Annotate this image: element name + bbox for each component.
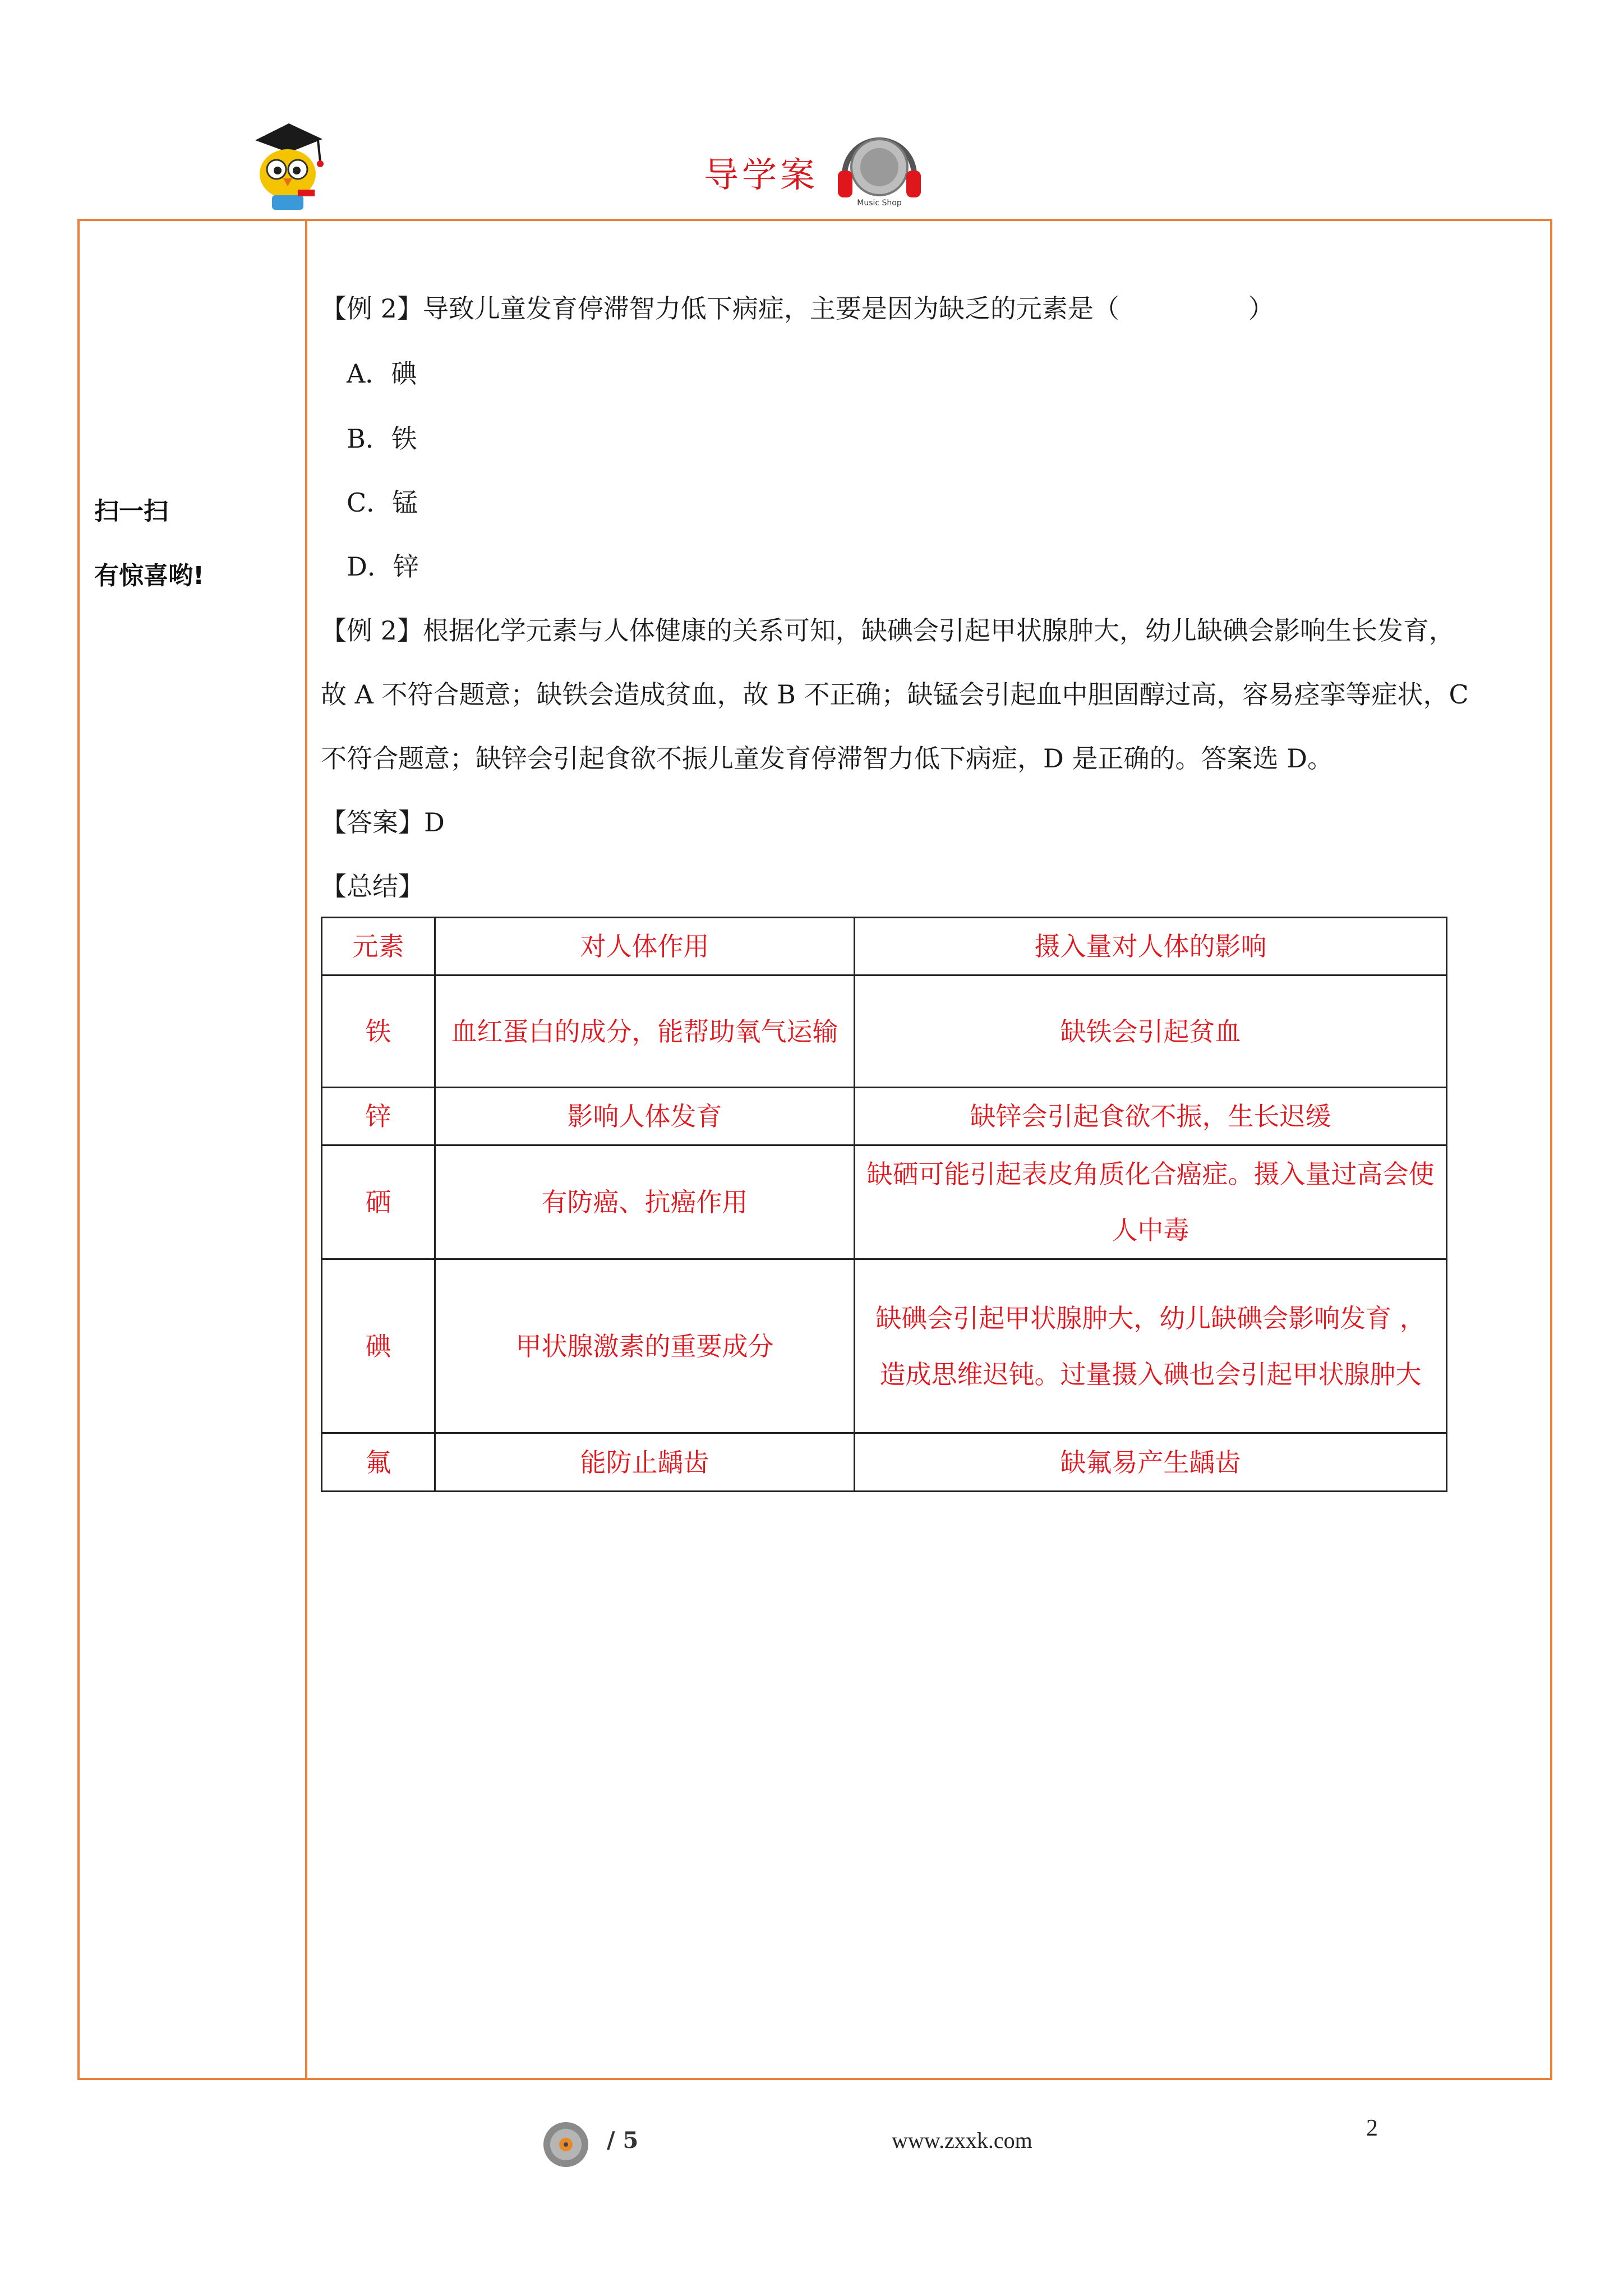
table-row (322, 1259, 1447, 1433)
effect-cell: 甲状腺激素的重要成分 (435, 1259, 855, 1433)
element-cell: 硒 (322, 1145, 435, 1259)
option-a: A．碘 (347, 358, 417, 389)
table-row (322, 1433, 1447, 1492)
frame-divider (305, 219, 307, 2080)
table-header-row (322, 918, 1447, 976)
effect-cell: 有防癌、抗癌作用 (435, 1145, 855, 1259)
answer-text: 【答案】D (321, 807, 445, 838)
analysis-line: 【例 2】根据化学元素与人体健康的关系可知，缺碘会引起甲状腺肿大，幼儿缺碘会影响生长发育， (321, 615, 1455, 646)
table-row (322, 976, 1447, 1088)
intake-cell: 缺锌会引起食欲不振，生长迟缓 (855, 1088, 1447, 1145)
intake-cell: 缺碘会引起甲状腺肿大，幼儿缺碘会影响发育 ，造成思维迟钝。过量摄入碘也会引起甲状腺肿大 (855, 1259, 1447, 1433)
summary-label: 【总结】 (321, 871, 424, 901)
owl-graduate-mascot-icon (244, 118, 328, 213)
option-b: B．铁 (347, 424, 417, 454)
option-c: C．锰 (347, 487, 418, 518)
element-cell: 锌 (322, 1088, 435, 1145)
summary-table (321, 917, 1447, 1492)
logo-text: Music Shop (857, 199, 902, 208)
effect-cell: 影响人体发育 (435, 1088, 855, 1145)
effect-cell: 能防止龋齿 (435, 1433, 855, 1492)
page-title: 导学案 (704, 154, 819, 195)
element-cell: 氟 (322, 1433, 435, 1492)
sidebar-surprise-text: 有惊喜哟! (94, 562, 205, 590)
music-shop-headphones-logo-icon (834, 119, 924, 214)
effect-cell: 血红蛋白的成分，能帮助氧气运输 (435, 976, 855, 1088)
page-total: / 5 (607, 2127, 639, 2154)
header-cell-effect: 对人体作用 (435, 918, 855, 976)
page-number: 2 (1366, 2115, 1378, 2141)
disc-icon (542, 2120, 590, 2169)
header-cell-intake: 摄入量对人体的影响 (855, 918, 1447, 976)
table-row (322, 1088, 1447, 1145)
intake-cell: 缺氟易产生龋齿 (855, 1433, 1447, 1492)
question-stem: 【例 2】导致儿童发育停滞智力低下病症，主要是因为缺乏的元素是（ ） (321, 293, 1274, 324)
site-url: www.zxxk.com (892, 2128, 1032, 2153)
intake-cell: 缺铁会引起贫血 (855, 976, 1447, 1088)
table-row (322, 1145, 1447, 1259)
sidebar-scan-text: 扫一扫 (94, 497, 168, 526)
analysis-line: 不符合题意；缺锌会引起食欲不振儿童发育停滞智力低下病症，D 是正确的。答案选 D。 (321, 743, 1334, 774)
intake-cell: 缺硒可能引起表皮角质化合癌症。摄入量过高会使人中毒 (855, 1145, 1447, 1259)
element-cell: 碘 (322, 1259, 435, 1433)
option-d: D．锌 (347, 551, 419, 582)
header-cell-element: 元素 (322, 918, 435, 976)
analysis-line: 故 A 不符合题意；缺铁会造成贫血，故 B 不正确；缺锰会引起血中胆固醇过高，容易痉挛等症状，C (321, 679, 1469, 710)
element-cell: 铁 (322, 976, 435, 1088)
